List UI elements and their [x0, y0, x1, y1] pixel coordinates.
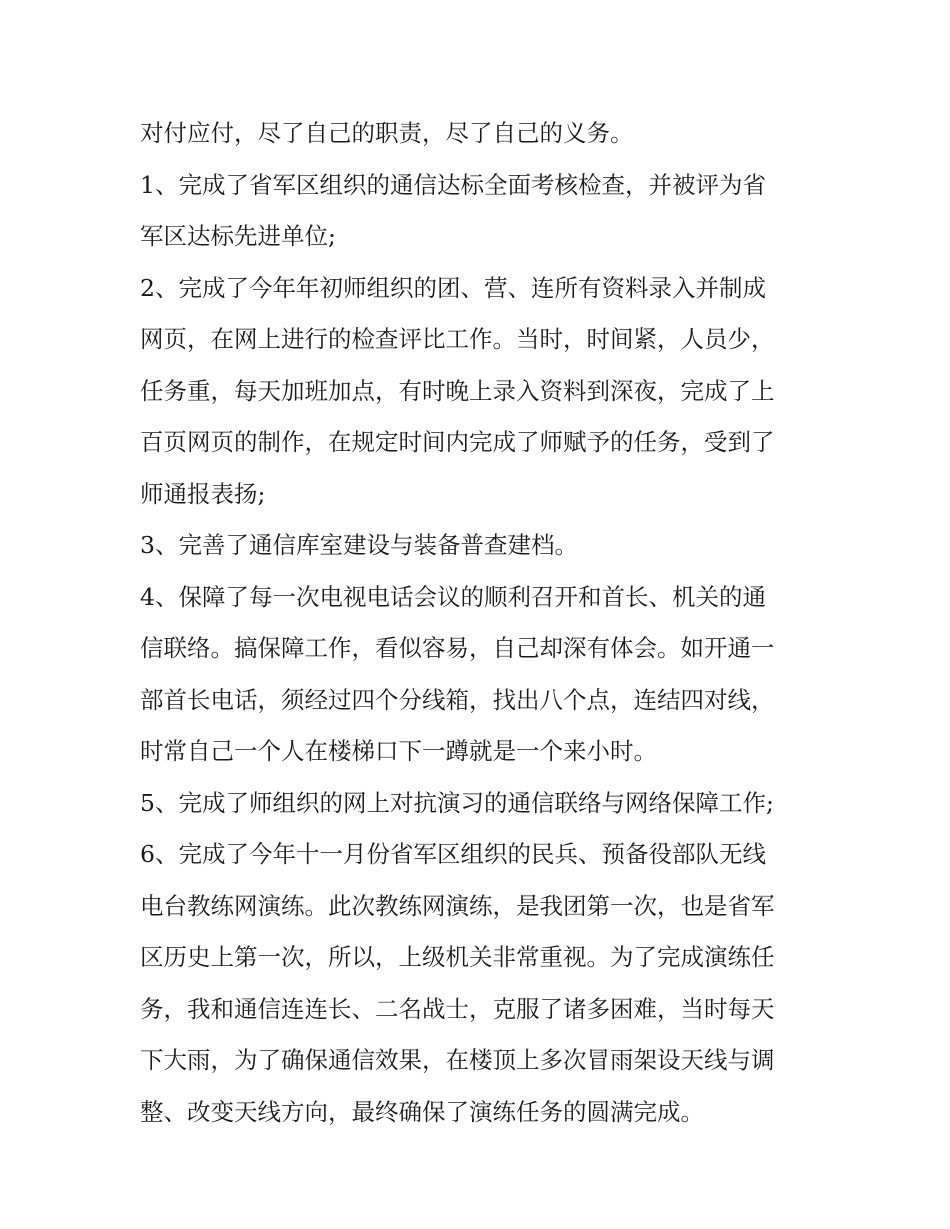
text-line: 1、完成了省军区组织的通信达标全面考核检查，并被评为省 — [140, 170, 766, 199]
text-line: 3、完善了通信库室建设与装备普查建档。 — [140, 531, 578, 559]
text-line: 电台教练网演练。此次教练网演练，是我团第一次，也是省军 — [140, 891, 775, 920]
text-line: 5、完成了师组织的网上对抗演习的通信联络与网络保障工作; — [140, 788, 774, 817]
text-line: 务，我和通信连连长、二名战士，克服了诸多困难，当时每天 — [140, 994, 775, 1023]
text-line: 时常自己一个人在楼梯口下一蹲就是一个来小时。 — [140, 737, 657, 765]
text-line: 网页，在网上进行的检查评比工作。当时，时间紧，人员少， — [140, 325, 775, 353]
document-body — [140, 108, 830, 1138]
text-line: 6、完成了今年十一月份省军区组织的民兵、预备役部队无线 — [140, 840, 766, 868]
text-line: 下大雨，为了确保通信效果，在楼顶上多次冒雨架设天线与调 — [140, 1046, 775, 1074]
text-line: 师通报表扬; — [140, 479, 266, 508]
text-line: 4、保障了每一次电视电话会议的顺利召开和首长、机关的通 — [140, 582, 766, 611]
text-line: 信联络。搞保障工作，看似容易，自己却深有体会。如开通一 — [140, 634, 775, 662]
text-line: 2、完成了今年年初师组织的团、营、连所有资料录入并制成 — [140, 273, 766, 302]
text-line: 对付应付，尽了自己的职责，尽了自己的义务。 — [140, 119, 634, 147]
text-line: 任务重，每天加班加点，有时晚上录入资料到深夜，完成了上 — [140, 376, 775, 405]
text-line: 区历史上第一次，所以，上级机关非常重视。为了完成演练任 — [140, 943, 775, 971]
text-line: 军区达标先进单位; — [140, 222, 336, 250]
text-line: 部首长电话，须经过四个分线箱，找出八个点，连结四对线， — [140, 685, 775, 714]
text-line: 整、改变天线方向，最终确保了演练任务的圆满完成。 — [140, 1097, 704, 1126]
text-line: 百页网页的制作，在规定时间内完成了师赋予的任务，受到了 — [140, 428, 775, 456]
